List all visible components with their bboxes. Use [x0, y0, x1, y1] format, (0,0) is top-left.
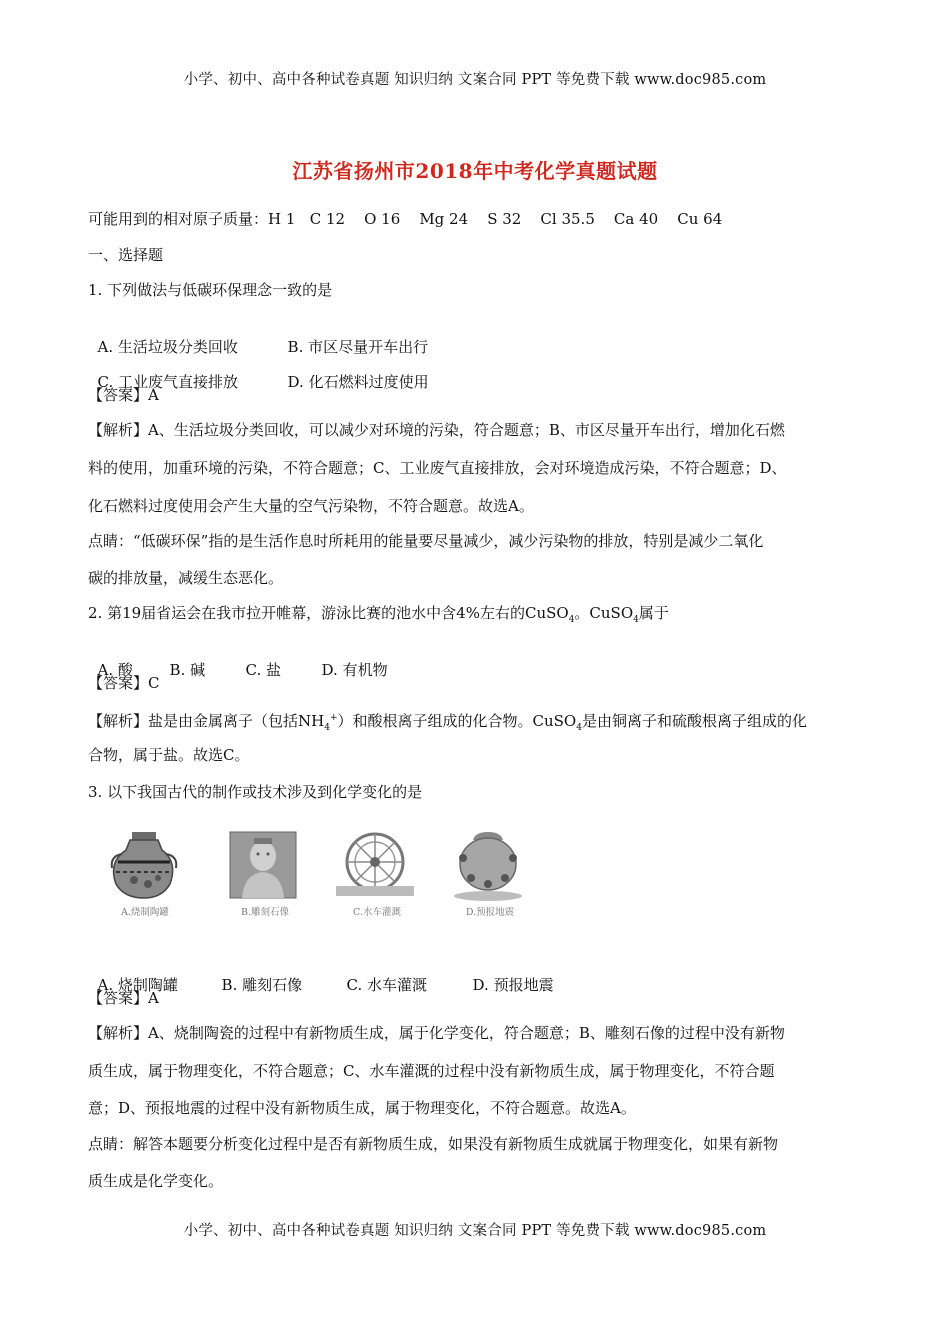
- q3-tip-line1: 点睛：解答本题要分析变化过程中是否有新物质生成，如果没有新物质生成就属于物理变化，如果有新物: [88, 1135, 779, 1153]
- caption-b: B.雕刻石像: [240, 907, 289, 918]
- q1-tip-line1: 点睛：“低碳环保”指的是生活作息时所耗用的能量要尽量减少，减少污染物的排放，特别是减少二氧化: [88, 532, 764, 550]
- q2-analysis-line2: 合物，属于盐。故选C。: [88, 746, 250, 764]
- q1-option-a: A. 生活垃圾分类回收: [97, 338, 238, 356]
- q3-analysis-line1: 【解析】A、烧制陶瓷的过程中有新物质生成，属于化学变化，符合题意；B、雕刻石像的过程中没有新物: [88, 1024, 785, 1042]
- page-footer: 小学、初中、高中各种试卷真题 知识归纳 文案合同 PPT 等免费下载 www.doc985.com: [183, 1223, 767, 1239]
- q1-analysis-line1: 【解析】A、生活垃圾分类回收，可以减少对环境的污染，符合题意；B、市区尽量开车出行，增加化石燃: [88, 421, 785, 439]
- pottery-jar-icon: [100, 828, 186, 902]
- q2-analysis-mid: ）和酸根离子组成的化合物。CuSO: [337, 712, 577, 730]
- q1-option-b: B. 市区尽量开车出行: [287, 338, 429, 356]
- caption-d: D.预报地震: [465, 907, 515, 918]
- q2-stem-post: 属于: [638, 604, 669, 622]
- figure-seismograph: [445, 828, 531, 924]
- q2-sub-4a: 4: [568, 615, 575, 625]
- q3-option-c: C. 水车灌溉: [346, 976, 428, 994]
- q2-analysis-line1: [88, 707, 807, 739]
- seismograph-icon: [445, 828, 531, 902]
- q3-option-a: A. 烧制陶罐: [97, 976, 178, 994]
- q3-option-d: D. 预报地震: [472, 976, 554, 994]
- q2-analysis-pre: 【解析】盐是由金属离子（包括NH: [88, 712, 325, 730]
- q2-sup-plus: +: [329, 713, 338, 723]
- q2-stem-pre: 2. 第19届省运会在我市拉开帷幕，游泳比赛的池水中含4%左右的CuSO: [88, 604, 569, 622]
- q3-stem: 3. 以下我国古代的制作或技术涉及到化学变化的是: [88, 783, 423, 801]
- water-wheel-icon: [332, 828, 418, 902]
- figure-water-wheel: [332, 828, 418, 924]
- caption-c: C.水车灌溉: [353, 907, 401, 918]
- page-title: 江苏省扬州市2018年中考化学真题试题: [292, 159, 658, 183]
- q1-analysis-line2: 料的使用，加重环境的污染，不符合题意；C、工业废气直接排放，会对环境造成污染，不符合题意；D、: [88, 459, 787, 477]
- atomic-masses: 可能用到的相对原子质量：H 1 C 12 O 16 Mg 24 S 32 Cl 35.5 Ca 40 Cu 64: [88, 210, 723, 228]
- q1-option-c: C. 工业废气直接排放: [97, 373, 239, 391]
- q3-analysis-line2: 质生成，属于物理变化，不符合题意；C、水车灌溉的过程中没有新物质生成，属于物理变化，不符合题: [88, 1062, 775, 1080]
- figure-pottery-jar: [100, 828, 186, 924]
- q3-tip-line2: 质生成是化学变化。: [88, 1172, 224, 1190]
- q1-stem: 1. 下列做法与低碳环保理念一致的是: [88, 281, 333, 299]
- q3-answer: 【答案】A: [88, 989, 159, 1007]
- q2-option-b: B. 碱: [169, 661, 206, 679]
- caption-a: A.烧制陶罐: [121, 907, 169, 918]
- q1-tip-line2: 碳的排放量，减缓生态恶化。: [88, 569, 284, 587]
- q3-option-b: B. 雕刻石像: [221, 976, 303, 994]
- q2-sub-4c: 4: [324, 723, 330, 733]
- q3-figure-row: [100, 828, 520, 924]
- q2-answer: 【答案】C: [88, 674, 160, 692]
- q2-stem-mid: 。CuSO: [574, 604, 634, 622]
- q2-analysis-post: 是由铜离子和硫酸根离子组成的化: [581, 712, 807, 730]
- q1-analysis-line3: 化石燃料过度使用会产生大量的空气污染物，不符合题意。故选A。: [88, 497, 534, 515]
- figure-stone-statue: [220, 828, 306, 924]
- page-header: 小学、初中、高中各种试卷真题 知识归纳 文案合同 PPT 等免费下载 www.doc985.com: [183, 72, 767, 88]
- q2-option-c: C. 盐: [245, 661, 282, 679]
- stone-statue-icon: [220, 828, 306, 902]
- q2-stem: [88, 602, 669, 631]
- q2-option-d: D. 有机物: [321, 661, 388, 679]
- q2-sub-4d: 4: [576, 723, 582, 733]
- q1-answer: 【答案】A: [88, 386, 159, 404]
- q1-option-d: D. 化石燃料过度使用: [287, 373, 429, 391]
- q2-option-a: A. 酸: [97, 661, 133, 679]
- q2-sub-4b: 4: [633, 615, 639, 625]
- q3-analysis-line3: 意；D、预报地震的过程中没有新物质生成，属于物理变化，不符合题意。故选A。: [88, 1099, 636, 1117]
- section-heading: 一、选择题: [88, 246, 164, 264]
